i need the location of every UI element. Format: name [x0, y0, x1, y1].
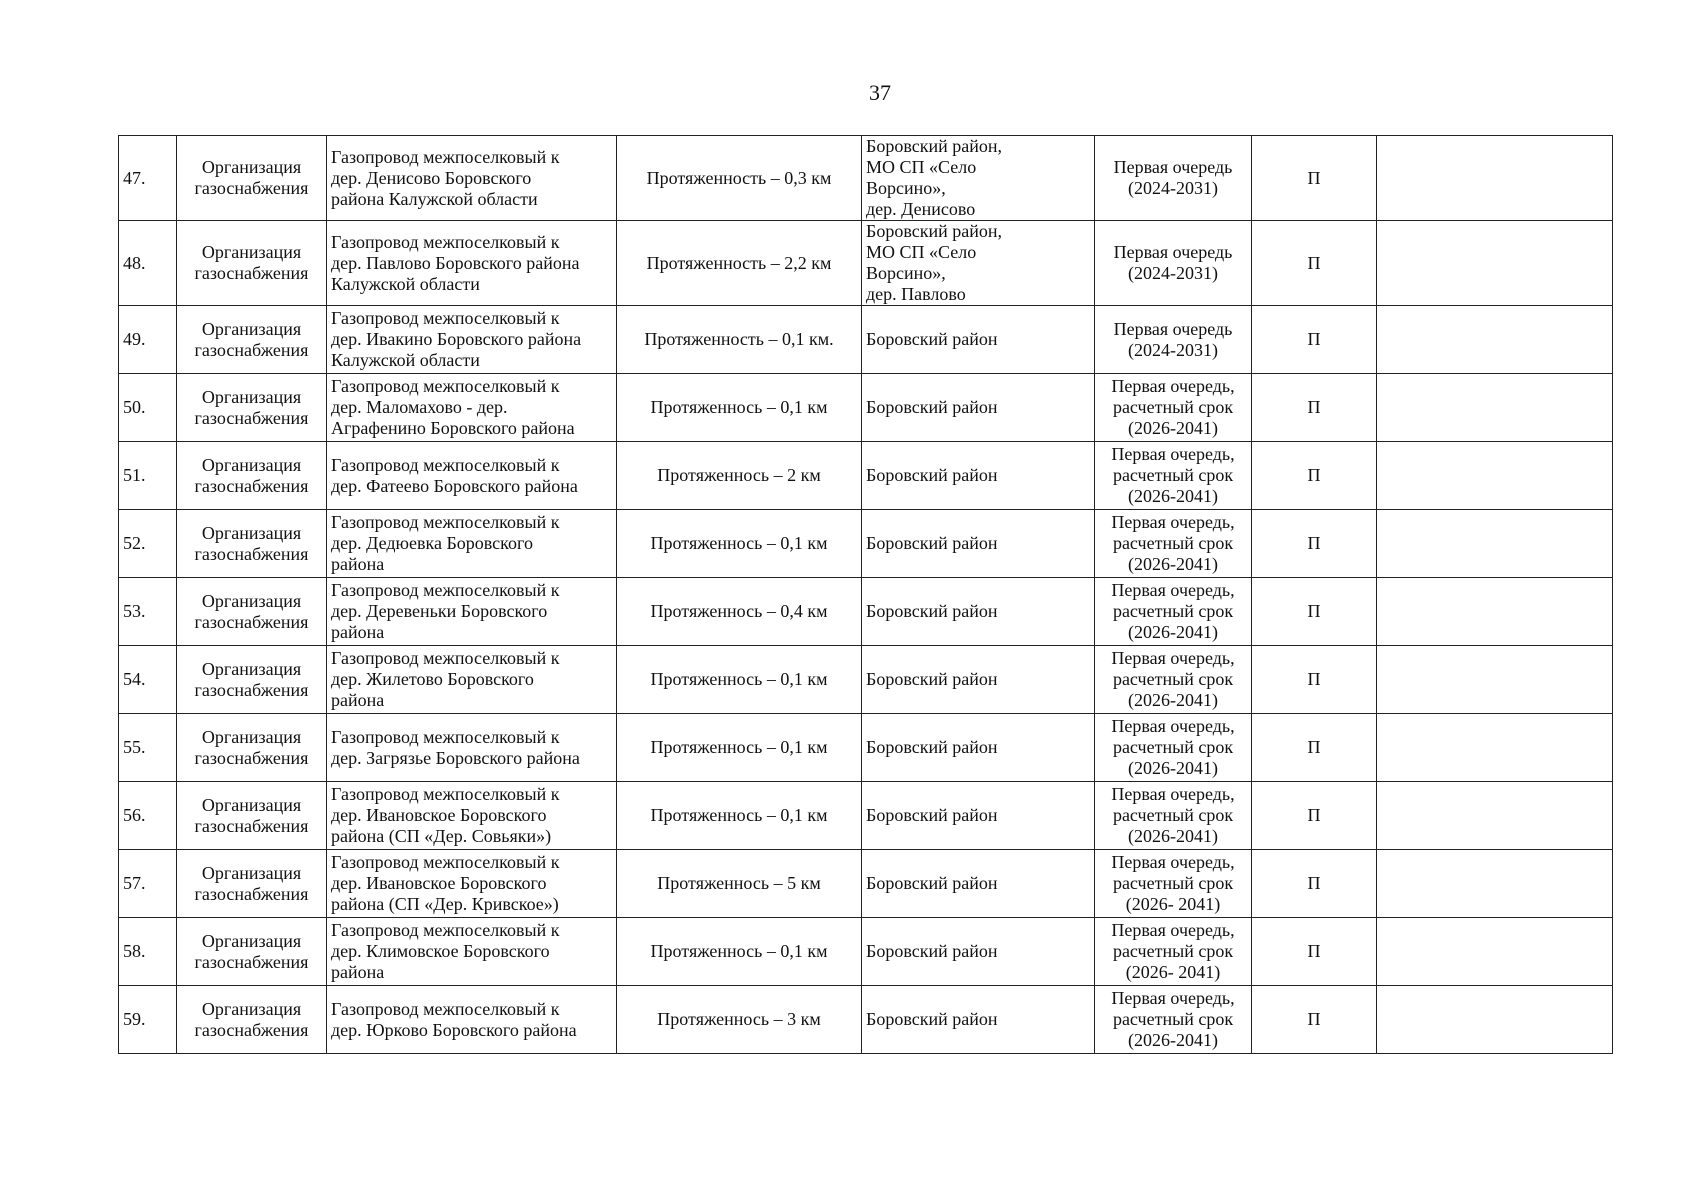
location-cell-line: Боровский район	[866, 941, 998, 961]
location-cell	[862, 442, 1095, 510]
object-type-cell-line: Организация	[201, 386, 302, 407]
row-number-cell: 56.	[119, 782, 177, 850]
empty-cell	[1377, 782, 1613, 850]
status-cell: П	[1252, 221, 1377, 306]
term-cell-line: (2024-2031)	[1128, 263, 1218, 283]
location-cell	[862, 306, 1095, 374]
object-parameter-cell: Протяженность – 0,3 км	[617, 136, 862, 221]
table-row	[119, 986, 1613, 1054]
object-type-cell-line: газоснабжения	[194, 543, 309, 564]
object-name-cell-line: Газопровод межпоселковый к	[331, 376, 560, 396]
object-name-cell-line: Газопровод межпоселковый к	[331, 580, 560, 600]
term-cell-line: (2024-2031)	[1128, 178, 1218, 198]
status-cell: П	[1252, 918, 1377, 986]
location-cell	[862, 646, 1095, 714]
empty-cell	[1377, 850, 1613, 918]
row-number-cell: 55.	[119, 714, 177, 782]
term-cell	[1095, 510, 1252, 578]
object-name-cell	[327, 782, 617, 850]
term-cell-line: расчетный срок	[1112, 465, 1234, 485]
object-type-cell	[177, 646, 327, 714]
row-number-cell: 50.	[119, 374, 177, 442]
object-name-cell	[327, 374, 617, 442]
term-cell-line: Первая очередь,	[1111, 852, 1235, 872]
table-row	[119, 510, 1613, 578]
object-type-cell-line: газоснабжения	[194, 339, 309, 360]
term-cell-line: (2026- 2041)	[1125, 894, 1221, 914]
object-type-cell-line: Организация	[201, 930, 302, 951]
object-type-cell	[177, 510, 327, 578]
object-name-cell	[327, 306, 617, 374]
object-name-cell-line: дер. Маломахово - дер.	[331, 397, 508, 417]
empty-cell	[1377, 510, 1613, 578]
location-cell-line: Ворсино»,	[866, 263, 946, 283]
empty-cell	[1377, 306, 1613, 374]
table-row	[119, 918, 1613, 986]
term-cell-line: Первая очередь,	[1111, 580, 1235, 600]
term-cell-line: (2026-2041)	[1128, 1030, 1218, 1050]
location-cell-line: Боровский район	[866, 873, 998, 893]
location-cell	[862, 986, 1095, 1054]
table-body	[119, 136, 1613, 1054]
object-name-cell-line: дер. Деревеньки Боровского	[331, 601, 548, 621]
table-row	[119, 850, 1613, 918]
table-row	[119, 714, 1613, 782]
object-parameter-cell: Протяженнось – 0,1 км	[617, 510, 862, 578]
empty-cell	[1377, 136, 1613, 221]
object-type-cell	[177, 306, 327, 374]
object-name-cell	[327, 221, 617, 306]
location-cell-line: МО СП «Село	[866, 157, 977, 177]
object-parameter-cell: Протяженнось – 3 км	[617, 986, 862, 1054]
table-row	[119, 782, 1613, 850]
empty-cell	[1377, 442, 1613, 510]
term-cell-line: Первая очередь,	[1111, 376, 1235, 396]
object-type-cell-line: газоснабжения	[194, 407, 309, 428]
table-row	[119, 442, 1613, 510]
object-name-cell-line: района	[331, 962, 385, 982]
empty-cell	[1377, 986, 1613, 1054]
object-parameter-cell: Протяженнось – 0,1 км	[617, 782, 862, 850]
location-cell-line: Боровский район	[866, 669, 998, 689]
object-parameter-cell: Протяженнось – 5 км	[617, 850, 862, 918]
status-cell: П	[1252, 510, 1377, 578]
object-name-cell	[327, 850, 617, 918]
object-name-cell-line: дер. Ивакино Боровского района	[331, 329, 582, 349]
object-name-cell	[327, 136, 617, 221]
object-name-cell-line: дер. Климовское Боровского	[331, 941, 550, 961]
location-cell-line: Боровский район	[866, 329, 998, 349]
object-name-cell-line: Газопровод межпоселковый к	[331, 146, 560, 167]
object-type-cell-line: газоснабжения	[194, 815, 309, 836]
term-cell-line: (2026-2041)	[1128, 486, 1218, 506]
term-cell	[1095, 782, 1252, 850]
term-cell-line: расчетный срок	[1112, 805, 1234, 825]
empty-cell	[1377, 918, 1613, 986]
status-cell: П	[1252, 442, 1377, 510]
object-name-cell-line: дер. Дедюевка Боровского	[331, 533, 533, 553]
location-cell-line: Боровский район	[866, 805, 998, 825]
term-cell	[1095, 136, 1252, 221]
row-number-cell: 52.	[119, 510, 177, 578]
object-type-cell	[177, 850, 327, 918]
location-cell	[862, 918, 1095, 986]
object-name-cell-line: Калужской области	[331, 273, 480, 294]
location-cell-line: дер. Денисово	[866, 199, 976, 219]
object-parameter-cell: Протяженнось – 0,1 км	[617, 918, 862, 986]
object-type-cell-line: Организация	[201, 157, 302, 177]
term-cell-line: Первая очередь,	[1111, 512, 1235, 532]
object-type-cell-line: Организация	[201, 318, 302, 339]
object-name-cell	[327, 442, 617, 510]
object-name-cell-line: Газопровод межпоселковый к	[331, 920, 560, 940]
empty-cell	[1377, 578, 1613, 646]
object-name-cell-line: Аграфенино Боровского района	[331, 418, 575, 438]
table-row	[119, 646, 1613, 714]
location-cell	[862, 136, 1095, 221]
term-cell-line: (2026-2041)	[1128, 826, 1218, 846]
term-cell	[1095, 442, 1252, 510]
object-name-cell-line: дер. Юрково Боровского района	[331, 1019, 577, 1040]
location-cell-line: Боровский район	[866, 601, 998, 621]
empty-cell	[1377, 646, 1613, 714]
object-name-cell-line: дер. Денисово Боровского	[331, 167, 532, 188]
term-cell-line: расчетный срок	[1112, 669, 1234, 689]
location-cell-line: Боровский район	[866, 1009, 998, 1029]
object-name-cell-line: Калужской области	[331, 350, 480, 370]
object-type-cell	[177, 136, 327, 221]
object-parameter-cell: Протяженность – 2,2 км	[617, 221, 862, 306]
empty-cell	[1377, 714, 1613, 782]
object-name-cell-line: района	[331, 690, 385, 710]
object-type-cell-line: газоснабжения	[194, 178, 309, 198]
object-type-cell-line: Организация	[201, 726, 302, 747]
location-cell	[862, 578, 1095, 646]
term-cell	[1095, 850, 1252, 918]
status-cell: П	[1252, 374, 1377, 442]
term-cell	[1095, 714, 1252, 782]
object-name-cell-line: района (СП «Дер. Кривское»)	[331, 894, 559, 914]
object-type-cell	[177, 374, 327, 442]
term-cell-line: (2026-2041)	[1128, 418, 1218, 438]
object-type-cell	[177, 714, 327, 782]
location-cell-line: Боровский район,	[866, 136, 1002, 156]
object-name-cell-line: Газопровод межпоселковый к	[331, 784, 560, 804]
status-cell: П	[1252, 782, 1377, 850]
location-cell	[862, 374, 1095, 442]
object-name-cell-line: Газопровод межпоселковый к	[331, 998, 560, 1019]
object-type-cell	[177, 442, 327, 510]
object-name-cell	[327, 986, 617, 1054]
row-number-cell: 58.	[119, 918, 177, 986]
object-type-cell	[177, 782, 327, 850]
object-type-cell-line: Организация	[201, 454, 302, 475]
term-cell-line: расчетный срок	[1112, 941, 1234, 961]
object-type-cell-line: Организация	[201, 242, 302, 262]
status-cell: П	[1252, 306, 1377, 374]
row-number-cell: 51.	[119, 442, 177, 510]
term-cell-line: Первая очередь,	[1111, 920, 1235, 940]
table-row	[119, 374, 1613, 442]
term-cell	[1095, 221, 1252, 306]
object-name-cell-line: Газопровод межпоселковый к	[331, 231, 560, 252]
table-row	[119, 136, 1613, 221]
location-cell-line: Боровский район	[866, 465, 998, 485]
term-cell-line: расчетный срок	[1112, 533, 1234, 553]
location-cell	[862, 782, 1095, 850]
page-number: 37	[869, 80, 891, 105]
objects-table	[118, 135, 1613, 1054]
table-row	[119, 578, 1613, 646]
object-name-cell-line: Газопровод межпоселковый к	[331, 852, 560, 872]
row-number-cell: 49.	[119, 306, 177, 374]
object-name-cell-line: дер. Фатеево Боровского района	[331, 475, 578, 496]
object-parameter-cell: Протяженнось – 2 км	[617, 442, 862, 510]
term-cell-line: (2024-2031)	[1128, 339, 1218, 360]
object-type-cell-line: газоснабжения	[194, 747, 309, 768]
object-parameter-cell: Протяженнось – 0,1 км	[617, 646, 862, 714]
object-type-cell-line: Организация	[201, 590, 302, 611]
object-name-cell-line: района	[331, 622, 385, 642]
row-number-cell: 47.	[119, 136, 177, 221]
term-cell	[1095, 646, 1252, 714]
object-type-cell-line: Организация	[201, 658, 302, 679]
object-name-cell-line: Газопровод межпоселковый к	[331, 454, 560, 475]
object-name-cell-line: дер. Ивановское Боровского	[331, 873, 547, 893]
location-cell-line: Боровский район	[866, 533, 998, 553]
location-cell	[862, 510, 1095, 578]
term-cell-line: Первая очередь,	[1111, 648, 1235, 668]
object-type-cell-line: газоснабжения	[194, 951, 309, 972]
term-cell-line: расчетный срок	[1112, 1009, 1234, 1029]
object-name-cell-line: Газопровод межпоселковый к	[331, 308, 560, 328]
object-type-cell-line: газоснабжения	[194, 475, 309, 496]
object-name-cell-line: дер. Павлово Боровского района	[331, 252, 580, 273]
object-name-cell-line: дер. Жилетово Боровского	[331, 669, 534, 689]
object-name-cell	[327, 918, 617, 986]
term-cell-line: (2026-2041)	[1128, 554, 1218, 574]
object-type-cell-line: газоснабжения	[194, 263, 309, 283]
object-type-cell	[177, 986, 327, 1054]
table-row	[119, 306, 1613, 374]
term-cell-line: (2026-2041)	[1128, 690, 1218, 710]
empty-cell	[1377, 221, 1613, 306]
object-type-cell-line: газоснабжения	[194, 611, 309, 632]
object-parameter-cell: Протяженнось – 0,1 км	[617, 714, 862, 782]
term-cell	[1095, 578, 1252, 646]
term-cell-line: расчетный срок	[1112, 873, 1234, 893]
object-type-cell	[177, 221, 327, 306]
term-cell	[1095, 918, 1252, 986]
object-type-cell-line: газоснабжения	[194, 1019, 309, 1040]
status-cell: П	[1252, 136, 1377, 221]
object-type-cell-line: Организация	[201, 862, 302, 883]
term-cell-line: Первая очередь	[1113, 157, 1233, 177]
object-type-cell	[177, 578, 327, 646]
term-cell-line: Первая очередь,	[1111, 716, 1235, 736]
object-name-cell-line: района	[331, 554, 385, 574]
object-type-cell-line: газоснабжения	[194, 883, 309, 904]
status-cell: П	[1252, 578, 1377, 646]
empty-cell	[1377, 374, 1613, 442]
object-parameter-cell: Протяженнось – 0,1 км	[617, 374, 862, 442]
object-name-cell	[327, 646, 617, 714]
object-name-cell-line: района Калужской области	[331, 188, 538, 209]
object-name-cell-line: дер. Загрязье Боровского района	[331, 747, 580, 768]
term-cell-line: Первая очередь,	[1111, 784, 1235, 804]
term-cell-line: Первая очередь	[1113, 242, 1233, 262]
table-row	[119, 221, 1613, 306]
location-cell	[862, 850, 1095, 918]
row-number-cell: 54.	[119, 646, 177, 714]
term-cell-line: расчетный срок	[1112, 601, 1234, 621]
object-name-cell-line: Газопровод межпоселковый к	[331, 512, 560, 532]
term-cell	[1095, 306, 1252, 374]
row-number-cell: 53.	[119, 578, 177, 646]
term-cell-line: Первая очередь	[1113, 318, 1233, 339]
term-cell-line: (2026-2041)	[1128, 622, 1218, 642]
object-name-cell-line: Газопровод межпоселковый к	[331, 726, 560, 747]
location-cell	[862, 714, 1095, 782]
term-cell	[1095, 986, 1252, 1054]
term-cell-line: расчетный срок	[1112, 737, 1234, 757]
object-name-cell-line: Газопровод межпоселковый к	[331, 648, 560, 668]
status-cell: П	[1252, 986, 1377, 1054]
row-number-cell: 57.	[119, 850, 177, 918]
object-type-cell-line: газоснабжения	[194, 679, 309, 700]
object-name-cell	[327, 578, 617, 646]
row-number-cell: 59.	[119, 986, 177, 1054]
term-cell-line: Первая очередь,	[1111, 444, 1235, 464]
term-cell-line: расчетный срок	[1112, 397, 1234, 417]
location-cell-line: МО СП «Село	[866, 242, 977, 262]
location-cell-line: Ворсино»,	[866, 178, 946, 198]
term-cell	[1095, 374, 1252, 442]
location-cell-line: Боровский район	[866, 397, 998, 417]
location-cell-line: Боровский район	[866, 737, 998, 757]
term-cell-line: Первая очередь,	[1111, 988, 1235, 1008]
object-name-cell-line: района (СП «Дер. Совьяки»)	[331, 826, 552, 846]
status-cell: П	[1252, 850, 1377, 918]
object-name-cell	[327, 510, 617, 578]
status-cell: П	[1252, 714, 1377, 782]
object-parameter-cell: Протяженнось – 0,4 км	[617, 578, 862, 646]
object-name-cell	[327, 714, 617, 782]
status-cell: П	[1252, 646, 1377, 714]
object-type-cell-line: Организация	[201, 522, 302, 543]
term-cell-line: (2026- 2041)	[1125, 962, 1221, 982]
row-number-cell: 48.	[119, 221, 177, 306]
location-cell-line: Боровский район,	[866, 221, 1002, 241]
object-type-cell-line: Организация	[201, 998, 302, 1019]
object-type-cell	[177, 918, 327, 986]
term-cell-line: (2026-2041)	[1128, 758, 1218, 778]
location-cell	[862, 221, 1095, 306]
object-type-cell-line: Организация	[201, 794, 302, 815]
object-name-cell-line: дер. Ивановское Боровского	[331, 805, 547, 825]
location-cell-line: дер. Павлово	[866, 284, 966, 304]
object-parameter-cell: Протяженность – 0,1 км.	[617, 306, 862, 374]
